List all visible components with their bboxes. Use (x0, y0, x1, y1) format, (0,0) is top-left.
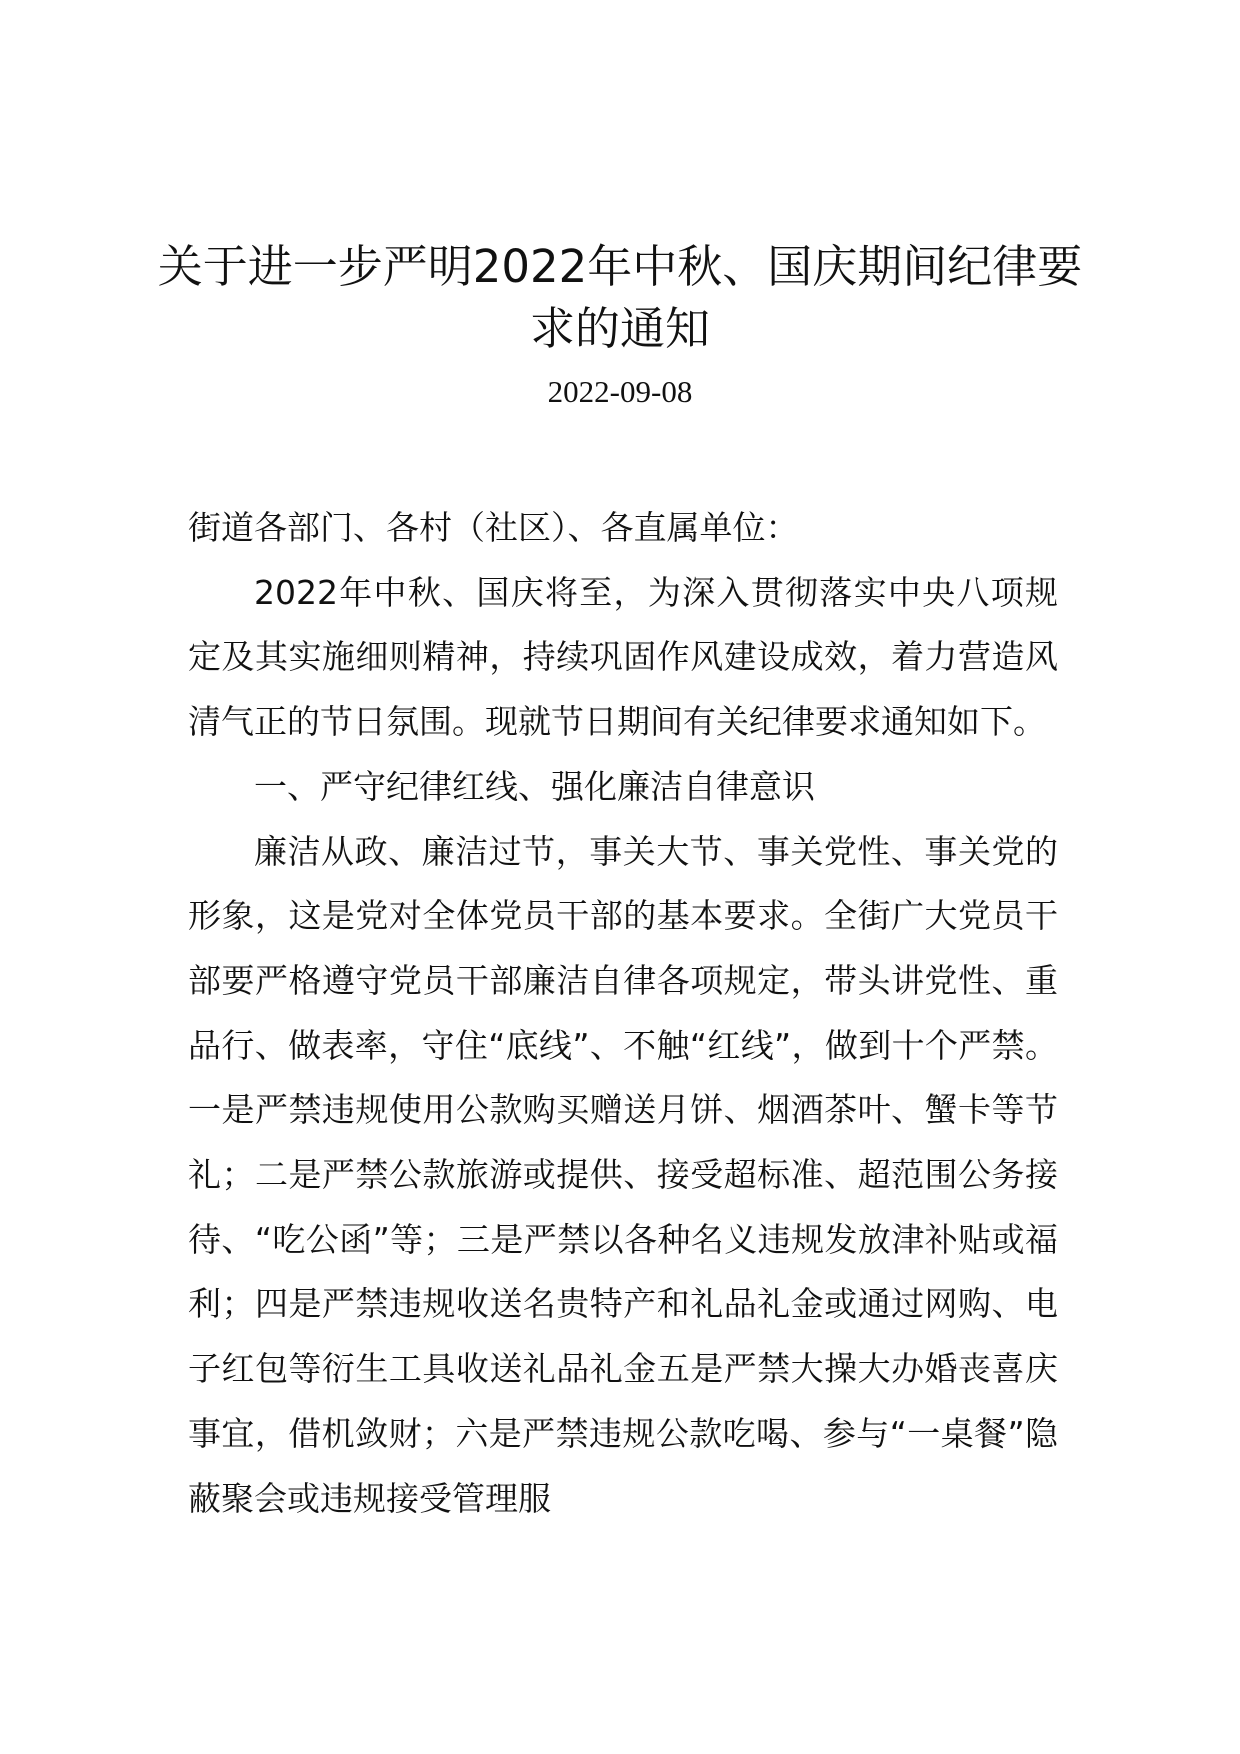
paragraph-intro: 2022年中秋、国庆将至，为深入贯彻落实中央八项规定及其实施细则精神，持续巩固作风建设成效，着力营造风清气正的节日氛围。现就节日期间有关纪律要求通知如下。 (188, 572, 1058, 742)
paragraph-section-1: 廉洁从政、廉洁过节，事关大节、事关党性、事关党的形象，这是党对全体党员干部的基本要求。全街广大党员干部要严格遵守党员干部廉洁自律各项规定，带头讲党性、重品行、做表率，守住“底线”、不触“红线”，做到十个严禁。一是严禁违规使用公款购买赠送月饼、烟酒茶叶、蟹卡等节礼；二是严禁公款旅游或提供、接受超标准、超范围公务接待、“吃公函”等；三是严禁以各种名义违规发放津补贴或福利；四是严禁违规收送名贵特产和礼品礼金或通过网购、电子红包等衍生工具收送礼品礼金五是严禁大操大办婚丧喜庆事宜，借机敛财；六是严禁违规公款吃喝、参与“一桌餐”隐蔽聚会或违规接受管理服 (188, 831, 1058, 1518)
document-body (188, 496, 1058, 1531)
document-title: 关于进一步严明2022年中秋、国庆期间纪律要求的通知 (157, 240, 1083, 355)
section-heading-1: 一、严守纪律红线、强化廉洁自律意识 (254, 766, 815, 806)
document-date: 2022-09-08 (547, 374, 693, 409)
salutation: 街道各部门、各村（社区）、各直属单位： (188, 508, 799, 547)
